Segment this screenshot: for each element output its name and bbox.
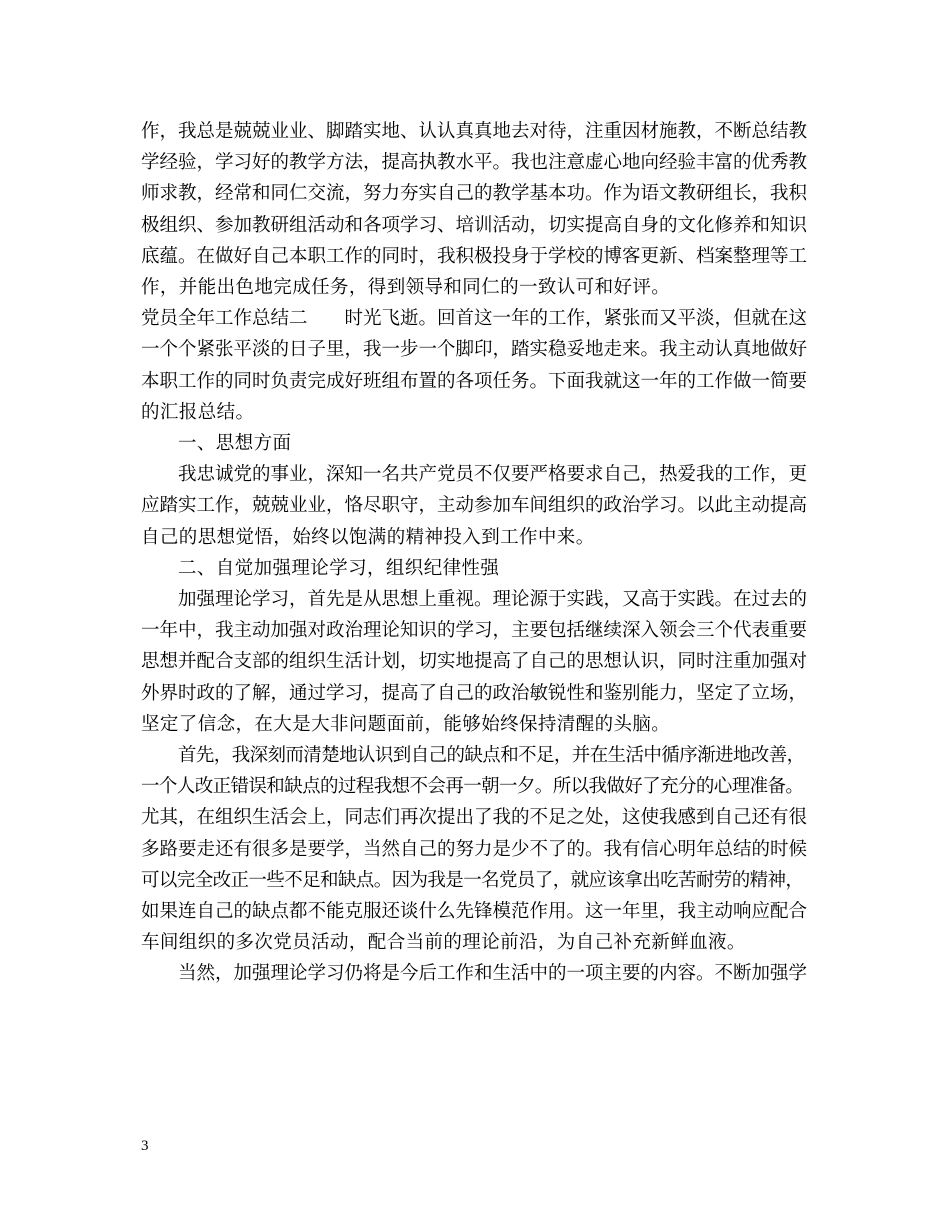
text-line: 当然，加强理论学习仍将是今后工作和生活中的一项主要的内容。不断加强学: [178, 963, 808, 985]
text-line: 应踏实工作，兢兢业业，恪尽职守，主动参加车间组织的政治学习。以此主动提高: [141, 495, 808, 517]
text-line: 作，并能出色地完成任务，得到领导和同仁的一致认可和好评。: [141, 277, 671, 299]
text-line: 如果连自己的缺点都不能克服还谈什么先锋模范作用。这一年里，我主动响应配合: [141, 901, 808, 923]
text-line: 尤其，在组织生活会上，同志们再次提出了我的不足之处，这使我感到自己还有很: [141, 807, 808, 829]
text-line: 坚定了信念，在大是大非问题面前，能够始终保持清醒的头脑。: [141, 713, 671, 735]
text-line: 可以完全改正一些不足和缺点。因为我是一名党员了，就应该拿出吃苦耐劳的精神，: [141, 869, 804, 891]
text-line: 一个个紧张平淡的日子里，我一步一个脚印，踏实稳妥地走来。我主动认真地做好: [141, 339, 808, 361]
text-line: 二、自觉加强理论学习，组织纪律性强: [178, 557, 500, 579]
text-line: 加强理论学习，首先是从思想上重视。理论源于实践，又高于实践。在过去的: [178, 589, 808, 611]
text-line: 的汇报总结。: [141, 401, 255, 423]
text-line: 多路要走还有很多是要学，当然自己的努力是少不了的。我有信心明年总结的时候: [141, 838, 808, 860]
text-line: 首先，我深刻而清楚地认识到自己的缺点和不足，并在生活中循序渐进地改善，: [178, 745, 805, 767]
text-line: 一个人改正错误和缺点的过程我想不会再一朝一夕。所以我做好了充分的心理准备。: [141, 776, 804, 798]
text-line: 我忠诚党的事业，深知一名共产党员不仅要严格要求自己，热爱我的工作，更: [178, 464, 808, 486]
text-line: 本职工作的同时负责完成好班组布置的各项任务。下面我就这一年的工作做一简要: [141, 370, 808, 392]
text-line: 学经验，学习好的教学方法，提高执教水平。我也注意虚心地向经验丰富的优秀教: [141, 152, 808, 174]
page-number: 3: [141, 1138, 149, 1154]
text-line: 自己的思想觉悟，始终以饱满的精神投入到工作中来。: [141, 526, 595, 548]
text-line: 极组织、参加教研组活动和各项学习、培训活动，切实提高自身的文化修养和知识: [141, 214, 808, 236]
document-body: [141, 116, 809, 990]
text-line: 思想并配合支部的组织生活计划，切实地提高了自己的思想认识，同时注重加强对: [141, 651, 808, 673]
text-line: 车间组织的多次党员活动，配合当前的理论前沿，为自己补充新鲜血液。: [141, 932, 746, 954]
text-line: 底蕴。在做好自己本职工作的同时，我积极投身于学校的博客更新、档案整理等工: [141, 245, 808, 267]
text-line: 外界时政的了解，通过学习，提高了自己的政治敏锐性和鉴别能力，坚定了立场，: [141, 682, 808, 704]
text-line: 师求教，经常和同仁交流，努力夯实自己的教学基本功。作为语文教研组长，我积: [141, 183, 808, 205]
text-line: 一年中，我主动加强对政治理论知识的学习，主要包括继续深入领会三个代表重要: [141, 620, 808, 642]
text-line: 党员全年工作总结二 时光飞逝。回首这一年的工作，紧张而又平淡，但就在这: [141, 308, 808, 330]
text-line: 作，我总是兢兢业业、脚踏实地、认认真真地去对待，注重因材施教，不断总结教: [141, 121, 808, 142]
text-line: 一、思想方面: [178, 433, 292, 455]
